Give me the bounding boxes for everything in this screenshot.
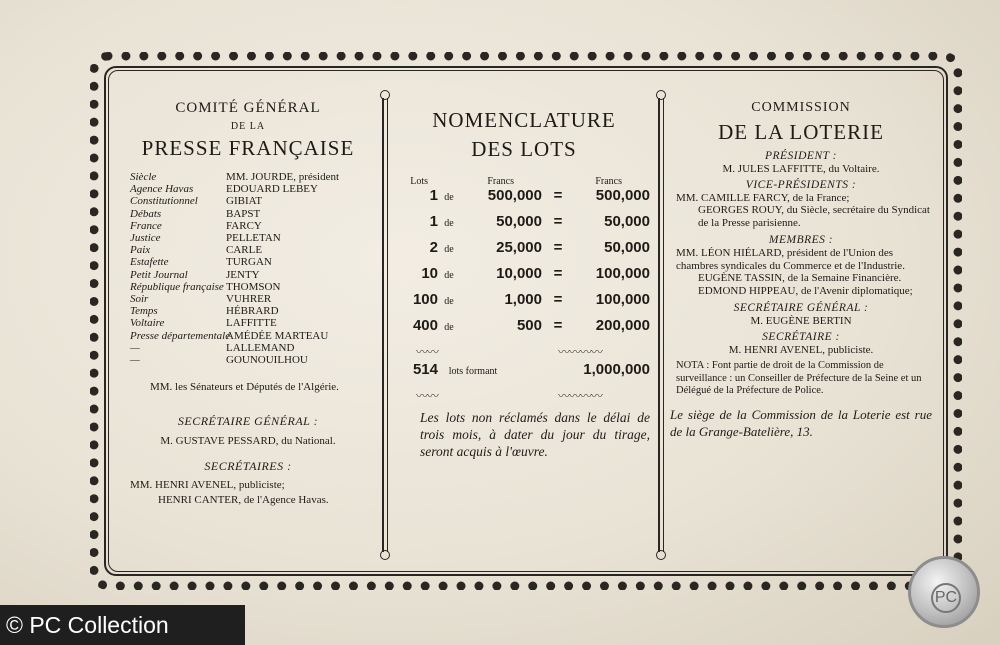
vice-presidents-heading: VICE-PRÉSIDENTS : [745,178,857,191]
lots-total-row [398,361,650,387]
total-lots: 514 [412,361,438,378]
presse-francaise-title: PRESSE FRANÇAISE [141,136,355,160]
total-words: lots formant [448,366,498,377]
separator: 〰〰 〰〰〰〰 [416,345,603,359]
lots-table [398,187,650,343]
member-row [122,269,374,281]
member-name: HÉBRARD [226,305,279,318]
equals-sign: = [553,317,563,334]
column-divider-left [380,90,390,560]
member-row [122,317,374,329]
member-row [122,293,374,305]
newspaper-name: Débats [130,207,162,220]
newspaper-name: Siècle [130,171,157,183]
newspaper-name: Petit Journal [130,268,188,281]
header-francs-total: Francs [595,176,622,187]
total-value: 1,000,000 [583,361,650,378]
member-row [122,342,374,354]
lot-row [398,291,650,317]
newspaper-name: — [130,354,140,367]
member-row [122,232,374,244]
lot-row [398,187,650,213]
nomenclature-title: NOMENCLATURE [432,108,616,132]
member-row [122,354,374,366]
newspaper-name: Temps [130,305,158,318]
column-divider-right [656,90,666,560]
lot-row [398,265,650,291]
separator: 〰〰 〰〰〰〰 [416,389,603,403]
secretaries-list [122,478,374,508]
nomenclature-column [398,108,650,460]
loterie-title: DE LA LOTERIE [718,120,884,144]
lot-count: 10 [421,265,438,282]
equals-sign: = [553,239,563,256]
lot-row [398,213,650,239]
member-row [122,305,374,317]
newspaper-name: Paix [130,244,151,257]
lot-de: de [444,270,454,281]
member-name: GIBIAT [226,195,263,208]
member-name: VUHRER [226,293,272,306]
member-name: LALLEMAND [226,341,295,354]
newspaper-name: Presse départementale [130,329,231,342]
lots-table-header [398,176,650,187]
equals-sign: = [553,291,563,308]
newspaper-name: Estafette [130,256,169,269]
lot-row [398,239,650,265]
vice-president-2: GEORGES ROUY, du Siècle, secrétaire du Syndicat de la Presse parisienne. [698,204,930,229]
lot-unit-value: 500,000 [487,187,542,204]
lot-total-value: 500,000 [595,187,650,204]
member-name: LAFFITTE [226,317,277,330]
members-heading: MEMBRES : [768,234,834,246]
member-row [122,281,374,293]
secretary-general-name-right: M. EUGÈNE BERTIN [750,315,852,327]
lot-total-value: 50,000 [604,239,650,256]
secretary-2: HENRI CANTER, de l'Agence Havas. [158,494,329,507]
members-list [122,171,374,366]
lot-de: de [444,244,454,255]
senators-note: MM. les Sénateurs et Députés de l'Algérie. [150,381,339,394]
lot-unit-value: 1,000 [504,291,542,308]
secretary-general-heading: SECRÉTAIRE GÉNÉRAL : [177,414,319,429]
commission-column [670,100,932,440]
member-name: THOMSON [226,280,281,293]
member-name: EDOUARD LEBEY [226,183,318,196]
member-row [122,195,374,207]
lot-unit-value: 50,000 [496,213,542,230]
lot-count: 1 [429,187,438,204]
lot-total-value: 50,000 [604,213,650,230]
lot-count: 100 [412,291,438,308]
member-name: BAPST [226,207,261,220]
lot-unit-value: 500 [516,317,542,334]
member-name: PELLETAN [226,232,281,245]
newspaper-name: Constitutionnel [130,195,198,208]
newspaper-name: Agence Havas [130,183,194,196]
newspaper-name: Voltaire [130,317,165,330]
member-name: AMÉDÉE MARTEAU [226,329,329,342]
newspaper-name: République française [130,280,224,293]
lot-count: 2 [429,239,438,256]
equals-sign: = [553,213,563,230]
unclaimed-lots-note: Les lots non réclamés dans le délai de trois mois, à dater du jour du tirage, seront acquis à l'œuvre. [420,410,650,459]
pc-seal-mark: PC [931,583,961,613]
member-2: EUGÈNE TASSIN, de la Semaine Financière. [698,272,902,284]
president-name: M. JULES LAFFITTE, du Voltaire. [722,163,880,175]
lot-de: de [444,192,454,203]
member-row [122,244,374,256]
lot-total-value: 100,000 [595,265,650,282]
member-row [122,171,374,183]
member-1: MM. LÉON HIÉLARD, président de l'Union des chambres syndicales du Commerce et de l'Industrie. [676,247,905,272]
newspaper-name: — [130,341,140,354]
member-name: JENTY [226,268,260,281]
siege-address-note: Le siège de la Commission de la Loterie est rue de la Grange-Batelière, 13. [670,406,932,439]
header-francs-unit: Francs [487,176,514,187]
member-row [122,256,374,268]
secretary-general-heading-right: SECRÉTAIRE GÉNÉRAL : [733,302,869,314]
member-3: EDMOND HIPPEAU, de l'Avenir diplomatique; [698,284,913,297]
newspaper-name: Soir [130,293,149,306]
member-name: FARCY [226,219,262,232]
lot-total-value: 200,000 [595,317,650,334]
newspaper-name: Justice [130,232,161,245]
nota-note: NOTA : Font partie de droit de la Commission de surveillance : un Conseiller de Préfecture de la Seine et un Délégué de la Préfecture de Police. [676,360,922,396]
comite-general-column [122,100,374,508]
member-name: TURGAN [226,256,272,269]
member-name: MM. JOURDE, président [226,171,340,183]
des-lots-title: DES LOTS [471,137,577,161]
lot-unit-value: 25,000 [496,239,542,256]
vice-president-1: MM. CAMILLE FARCY, de la France; [676,191,850,204]
newspaper-name: France [130,219,162,232]
secretary-name-right: M. HENRI AVENEL, publiciste. [728,343,874,356]
secretary-general-name: M. GUSTAVE PESSARD, du National. [160,435,336,448]
lot-count: 1 [429,213,438,230]
comite-subtitle: DE LA [230,121,266,132]
lot-row [398,317,650,343]
member-name: CARLE [226,244,263,257]
comite-title: COMITÉ GÉNÉRAL [175,100,321,116]
member-row [122,208,374,220]
president-heading: PRÉSIDENT : [764,150,838,162]
member-row [122,220,374,232]
lot-count: 400 [412,317,438,334]
lot-de: de [444,322,454,333]
lot-unit-value: 10,000 [496,265,542,282]
header-lots: Lots [410,176,428,187]
lot-total-value: 100,000 [595,291,650,308]
secretaries-heading: SECRÉTAIRES : [204,459,292,474]
member-row [122,183,374,195]
coin-seal-image [908,556,980,628]
equals-sign: = [553,187,563,204]
commission-title: COMMISSION [751,100,851,115]
member-row [122,330,374,342]
equals-sign: = [553,265,563,282]
member-name: GOUNOUILHOU [226,354,308,367]
lot-de: de [444,296,454,307]
secretary-1: MM. HENRI AVENEL, publiciste; [130,479,285,492]
secretary-heading-right: SECRÉTAIRE : [762,330,840,343]
lot-de: de [444,218,454,229]
collection-watermark: © PC Collection [0,605,245,645]
